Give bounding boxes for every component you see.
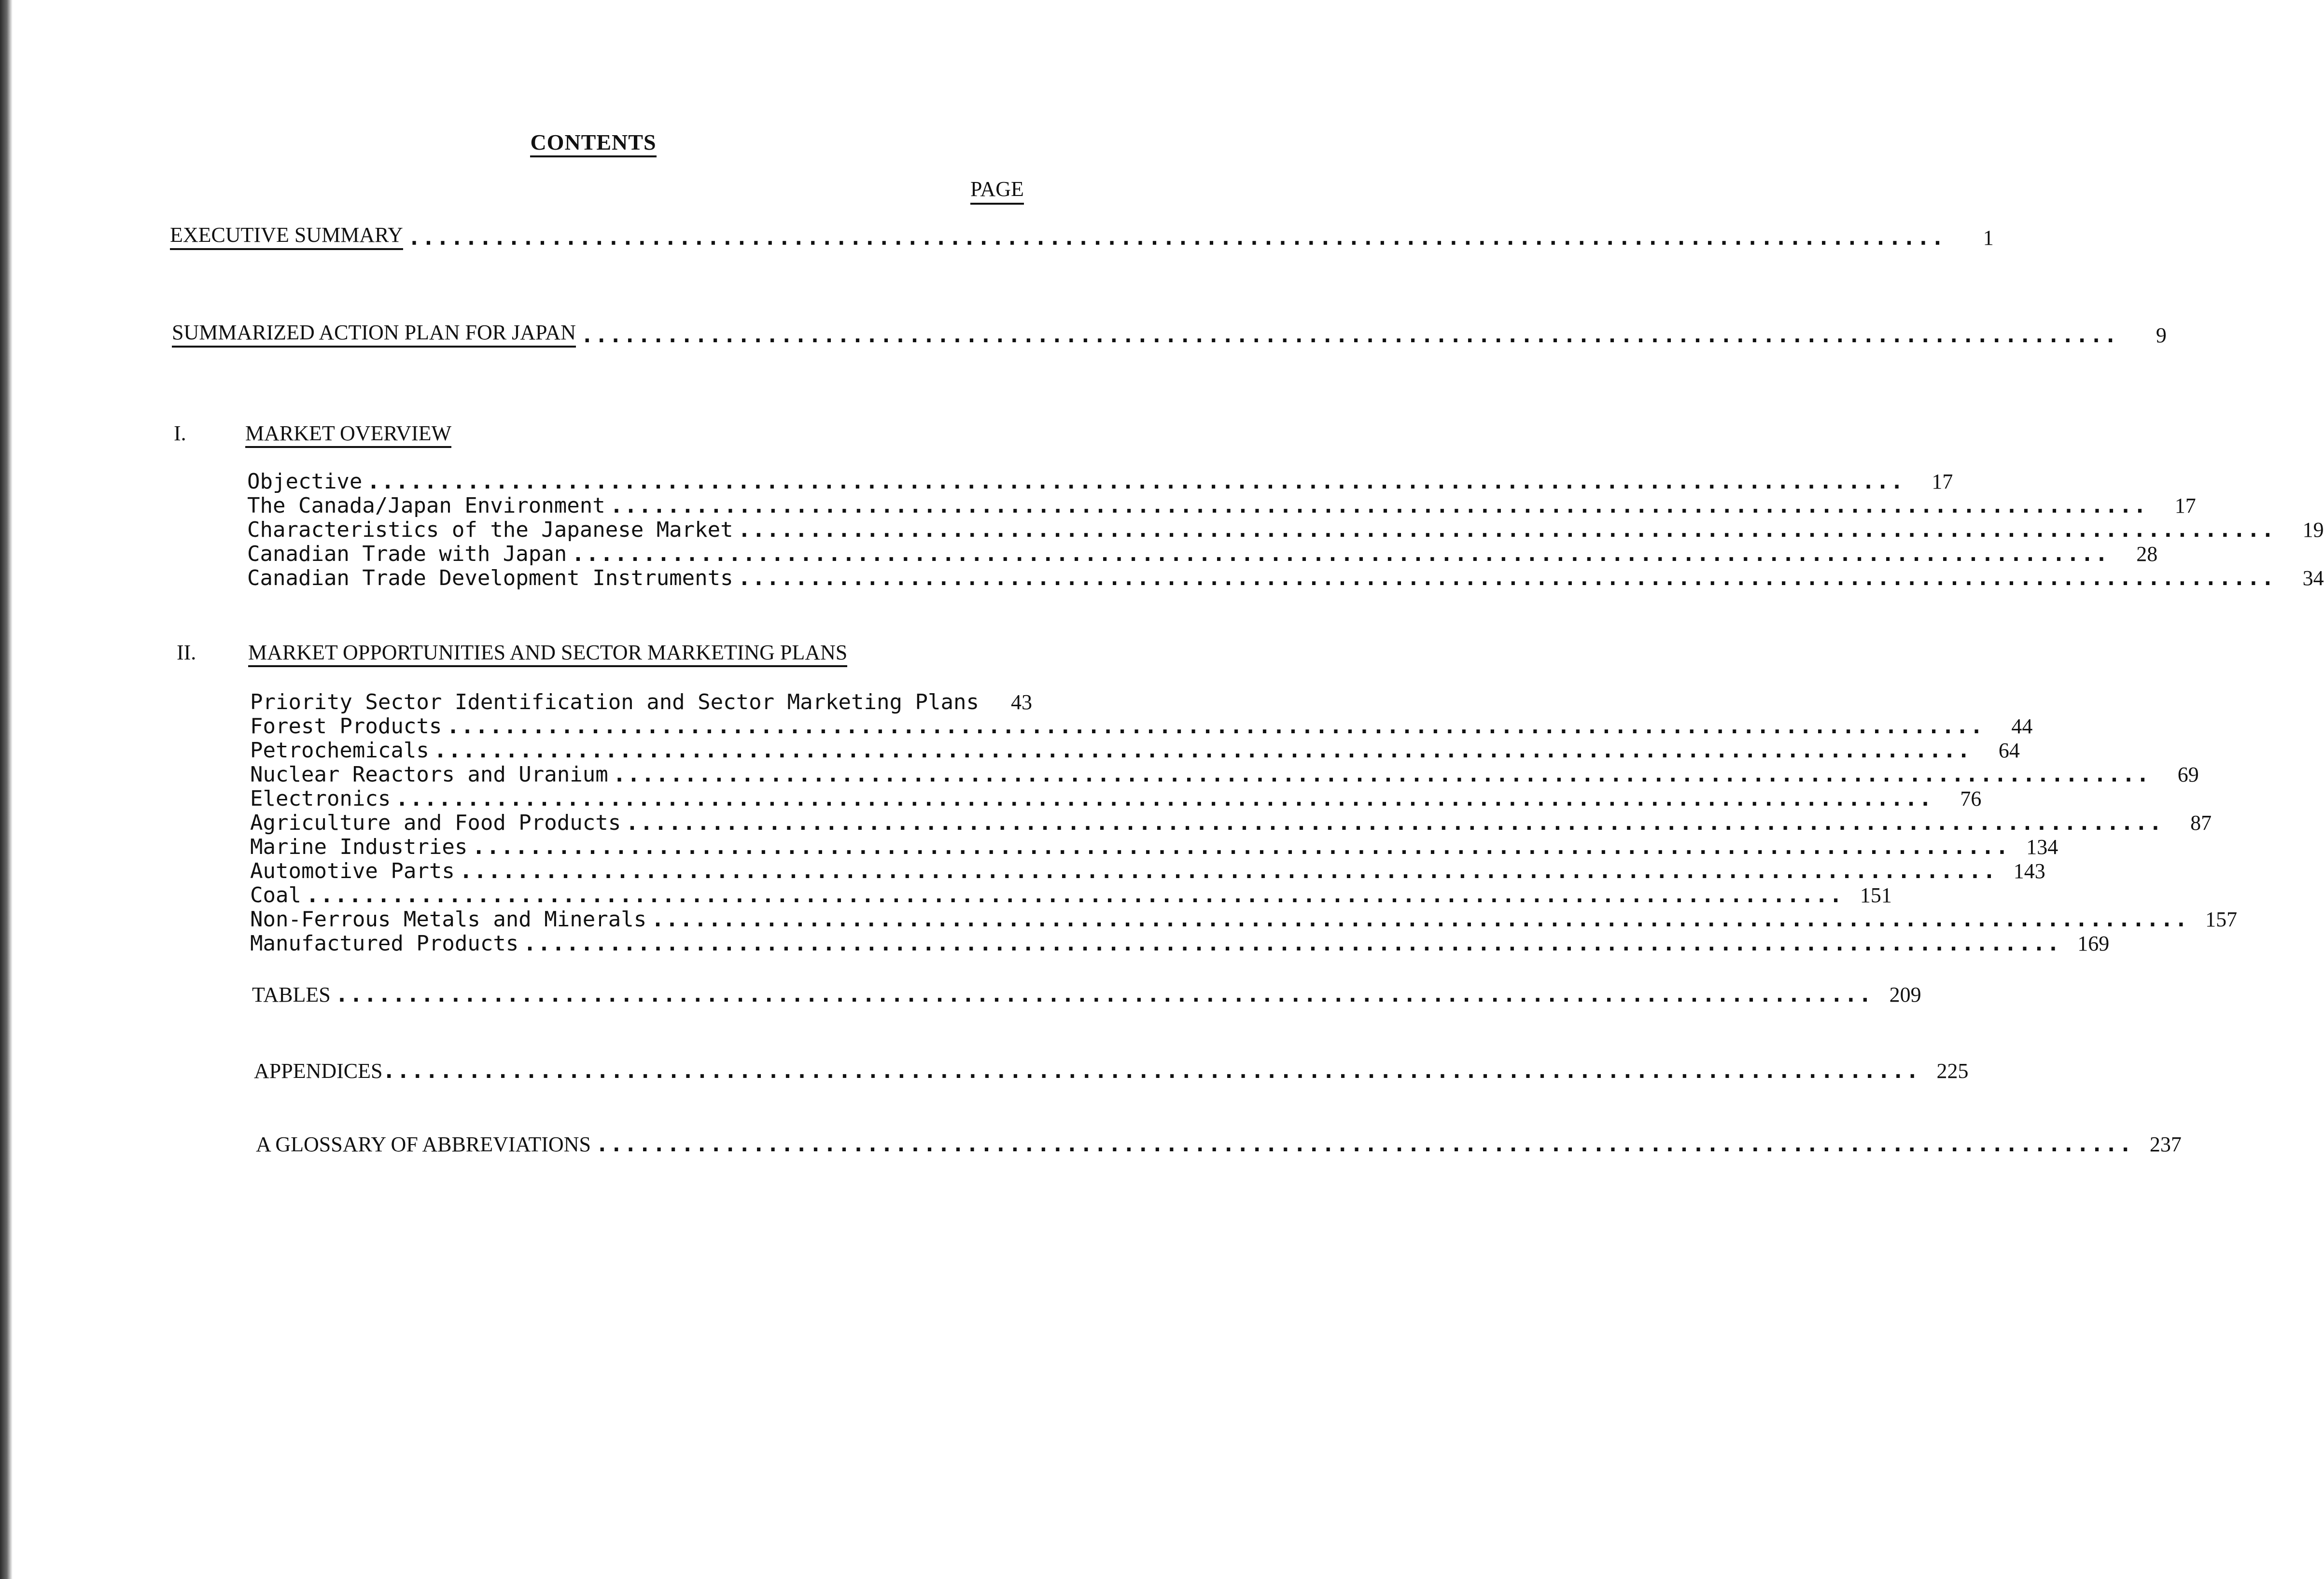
toc-entry: Non-Ferrous Metals and Minerals ............................................................................................................ 157 xyxy=(250,907,2238,932)
toc-entry-appendices: APPENDICES ............................................................................................................ 225 xyxy=(254,1059,1969,1083)
toc-entry: The Canada/Japan Environment ............................................................................................................ 17 xyxy=(247,493,2196,518)
toc-entry: Electronics ............................................................................................................ 76 xyxy=(250,786,1982,811)
toc-entry: Automotive Parts ............................................................................................................ 143 xyxy=(250,859,2045,883)
dot-leader: ............................................................................................................ xyxy=(572,542,2110,566)
dot-leader: ............................................................................................................ xyxy=(738,566,2276,590)
scan-edge xyxy=(0,0,13,1579)
toc-entry: Nuclear Reactors and Uranium ............................................................................................................ 69 xyxy=(250,762,2199,787)
dot-leader: ............................................................................................................ xyxy=(395,786,1933,811)
dot-leader: ............................................................................................................ xyxy=(434,738,1972,763)
toc-entry: Forest Products ............................................................................................................ 44 xyxy=(250,714,2033,739)
toc-entry: Agriculture and Food Products ............................................................................................................ 87 xyxy=(250,810,2212,835)
toc-entry: Priority Sector Identification and Sector Marketing Plans 43 xyxy=(250,690,1032,714)
section-heading: MARKET OPPORTUNITIES AND SECTOR MARKETING PLANS xyxy=(248,640,847,665)
toc-entry: Canadian Trade with Japan ............................................................................................................ 28 xyxy=(247,542,2158,566)
toc-entry-executive-summary: EXECUTIVE SUMMARY ............................................................................................................ 1 xyxy=(170,223,1994,250)
toc-entry: Petrochemicals ............................................................................................................ 64 xyxy=(250,738,2020,763)
toc-entry: Coal ............................................................................................................ 151 xyxy=(250,883,1892,908)
dot-leader: ............................................................................................................ xyxy=(367,469,1905,494)
toc-entry-tables: TABLES ............................................................................................................ 209 xyxy=(252,982,1921,1007)
toc-entry: Characteristics of the Japanese Market ............................................................................................................ 19 xyxy=(247,517,2324,542)
dot-leader: ............................................................................................................ xyxy=(651,907,2189,932)
toc-entry: Manufactured Products ............................................................................................................ 169 xyxy=(250,931,2110,956)
section-number: II. xyxy=(177,641,196,664)
section-heading: MARKET OVERVIEW xyxy=(245,421,451,446)
toc-entry-glossary: A GLOSSARY OF ABBREVIATIONS ............................................................................................................ 237 xyxy=(256,1132,2182,1157)
dot-leader: ............................................................................................................ xyxy=(580,323,2118,348)
page-title: CONTENTS xyxy=(0,129,1187,155)
dot-leader: ............................................................................................................ xyxy=(610,493,2148,518)
dot-leader: ............................................................................................................ xyxy=(306,883,1844,908)
dot-leader: ............................................................................................................ xyxy=(335,982,1873,1007)
dot-leader: ............................................................................................................ xyxy=(459,859,1997,883)
dot-leader: ............................................................................................................ xyxy=(472,835,2010,859)
dot-leader: ............................................................................................................ xyxy=(613,762,2151,787)
toc-entry-action-plan: SUMMARIZED ACTION PLAN FOR JAPAN ............................................................................................................ 9 xyxy=(172,321,2167,348)
dot-leader: ............................................................................................................ xyxy=(626,810,2164,835)
dot-leader: ............................................................................................................ xyxy=(382,1059,1920,1083)
section-number: I. xyxy=(174,421,186,445)
page-column-header: PAGE xyxy=(970,177,1024,201)
toc-entry: Objective ............................................................................................................ 17 xyxy=(247,469,1953,494)
dot-leader: ............................................................................................................ xyxy=(447,714,1985,739)
dot-leader: ............................................................................................................ xyxy=(595,1132,2133,1157)
toc-entry: Canadian Trade Development Instruments ............................................................................................................ 34 xyxy=(247,566,2324,590)
dot-leader: ............................................................................................................ xyxy=(523,931,2061,956)
dot-leader: ............................................................................................................ xyxy=(738,517,2276,542)
toc-entry: Marine Industries ............................................................................................................ 134 xyxy=(250,835,2058,859)
dot-leader: ............................................................................................................ xyxy=(407,225,1946,250)
